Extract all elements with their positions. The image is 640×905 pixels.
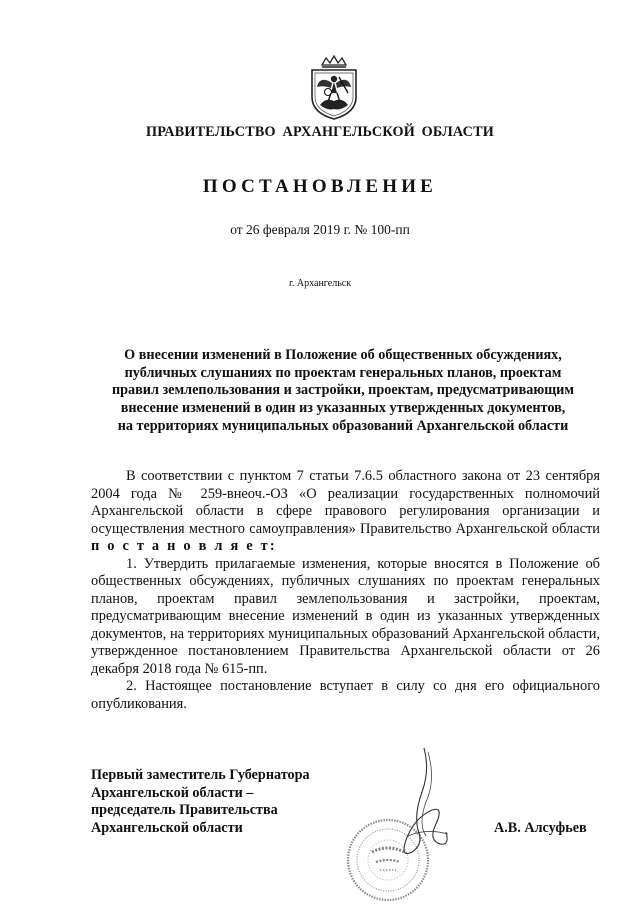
handwritten-signature bbox=[404, 748, 447, 854]
subject-line: правил землепользования и застройки, проектам, предусматривающим bbox=[111, 382, 575, 399]
document-type: ПОСТАНОВЛЕНИЕ bbox=[202, 176, 438, 197]
signer-title-line: Архангельской области bbox=[91, 820, 243, 837]
signer-title bbox=[91, 767, 310, 838]
signer-title-line: председатель Правительства bbox=[91, 802, 278, 819]
document-city: г. Архангельск bbox=[288, 278, 352, 289]
document-subject bbox=[86, 347, 600, 436]
signer-name: А.В. Алсуфьев bbox=[494, 820, 587, 836]
item-2-paragraph: 2. Настоящее постановление вступает в силу со дня его официального опубликования. bbox=[91, 678, 600, 712]
organization-name: ПРАВИТЕЛЬСТВО АРХАНГЕЛЬСКОЙ ОБЛАСТИ bbox=[145, 124, 495, 140]
document-body bbox=[91, 468, 600, 713]
item-1-paragraph: 1. Утвердить прилагаемые изменения, которые вносятся в Положение об общественных обсуждениях, публичных слушаниях по проектам генеральных планов, проектам правил землепользования и застройки, проектам, предусматривающим внесение изменений в один из указанных утвержденных документов, на территориях муниципальных образований Архангельской области, утвержденное постановлением Правительства Архангельской области от 26 декабря 2018 года № 615-пп. bbox=[91, 555, 600, 677]
official-seal-stamp bbox=[326, 740, 476, 905]
subject-line: внесение изменений в один из указанных утвержденных документов, bbox=[120, 400, 566, 417]
signer-title-line: Архангельской области – bbox=[91, 784, 254, 801]
document-date-number: от 26 февраля 2019 г. № 100-пп bbox=[230, 222, 410, 237]
subject-line: О внесении изменений в Положение об общественных обсуждениях, bbox=[124, 347, 562, 363]
subject-line: на территориях муниципальных образований Архангельской области bbox=[117, 417, 569, 434]
resolves-word: п о с т а н о в л я е т: bbox=[91, 538, 277, 554]
signer-title-line: Первый заместитель Губернатора bbox=[91, 767, 310, 783]
subject-line: публичных слушаниях по проектам генеральных планов, проектам bbox=[124, 364, 562, 381]
preamble-paragraph bbox=[91, 468, 600, 556]
preamble-text: В соответствии с пунктом 7 статьи 7.6.5 областного закона от 23 сентября 2004 года № 259-внеоч.-ОЗ «О реализации государственных полномочий Архангельской области в сфере правового регулирования организации и осуществления местного самоуправления» Правительство Архангельской области bbox=[91, 468, 600, 537]
coat-of-arms-icon bbox=[304, 55, 364, 121]
